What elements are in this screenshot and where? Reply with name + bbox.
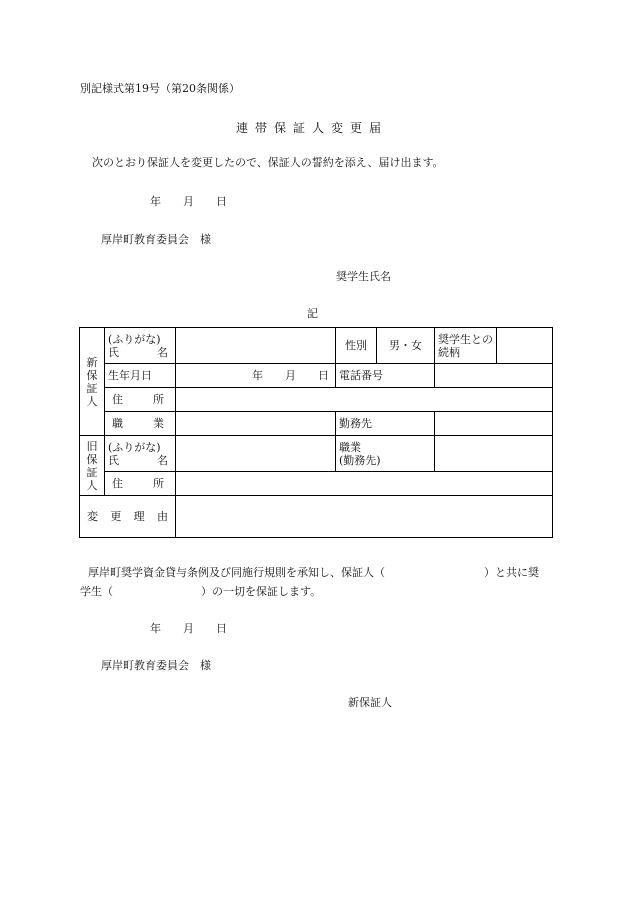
old-guarantor-label: 旧 保 証 人	[80, 436, 105, 496]
address-label: 住 所	[105, 388, 176, 412]
old-occupation-label: 職業 (勤務先)	[336, 436, 435, 472]
reason-label: 変 更 理 由	[80, 496, 176, 538]
birthdate-label: 生年月日	[105, 364, 176, 388]
page-title: 連帯保証人変更届	[236, 121, 389, 135]
workplace-label: 勤務先	[336, 412, 435, 436]
intro-text: 次のとおり保証人を変更したので、保証人の誓約を添え、届け出ます。	[92, 156, 444, 169]
old-name-field[interactable]	[176, 436, 336, 472]
ki-heading: 記	[307, 307, 318, 320]
old-furigana-name-label: (ふりがな) 氏 名	[105, 436, 176, 472]
gender-label: 性別	[336, 328, 377, 364]
date-line: 年 月 日	[150, 195, 227, 208]
date-line-2: 年 月 日	[150, 622, 227, 635]
old-address-label: 住 所	[105, 472, 176, 496]
new-name-field[interactable]	[176, 328, 336, 364]
gender-options[interactable]: 男・女	[377, 328, 435, 364]
occupation-label: 職 業	[105, 412, 176, 436]
pledge-line-1: 厚岸町奨学資金貸与条例及び同施行規則を承知し、保証人（ ）と共に奨	[88, 566, 539, 579]
workplace-field[interactable]	[435, 412, 553, 436]
relation-field[interactable]	[497, 328, 553, 364]
old-address-field[interactable]	[176, 472, 553, 496]
phone-field[interactable]	[435, 364, 553, 388]
reason-field[interactable]	[176, 496, 553, 538]
guarantor-table	[79, 327, 553, 538]
student-name-label: 奨学生氏名	[336, 270, 391, 283]
occupation-field[interactable]	[176, 412, 336, 436]
old-occupation-field[interactable]	[435, 436, 553, 472]
furigana-name-label: (ふりがな) 氏 名	[105, 328, 176, 364]
addressee: 厚岸町教育委員会 様	[101, 233, 211, 246]
form-number: 別記様式第19号（第20条関係）	[80, 82, 240, 95]
relation-label: 奨学生との続柄	[435, 328, 497, 364]
pledge-line-2: 学生（ ）の一切を保証します。	[80, 585, 322, 598]
addressee-2: 厚岸町教育委員会 様	[101, 659, 211, 672]
phone-label: 電話番号	[336, 364, 435, 388]
birthdate-field[interactable]: 年 月 日	[176, 364, 336, 388]
new-guarantor-label: 新 保 証 人	[80, 328, 105, 436]
new-address-field[interactable]	[176, 388, 553, 412]
new-guarantor-sign: 新保証人	[348, 696, 392, 709]
